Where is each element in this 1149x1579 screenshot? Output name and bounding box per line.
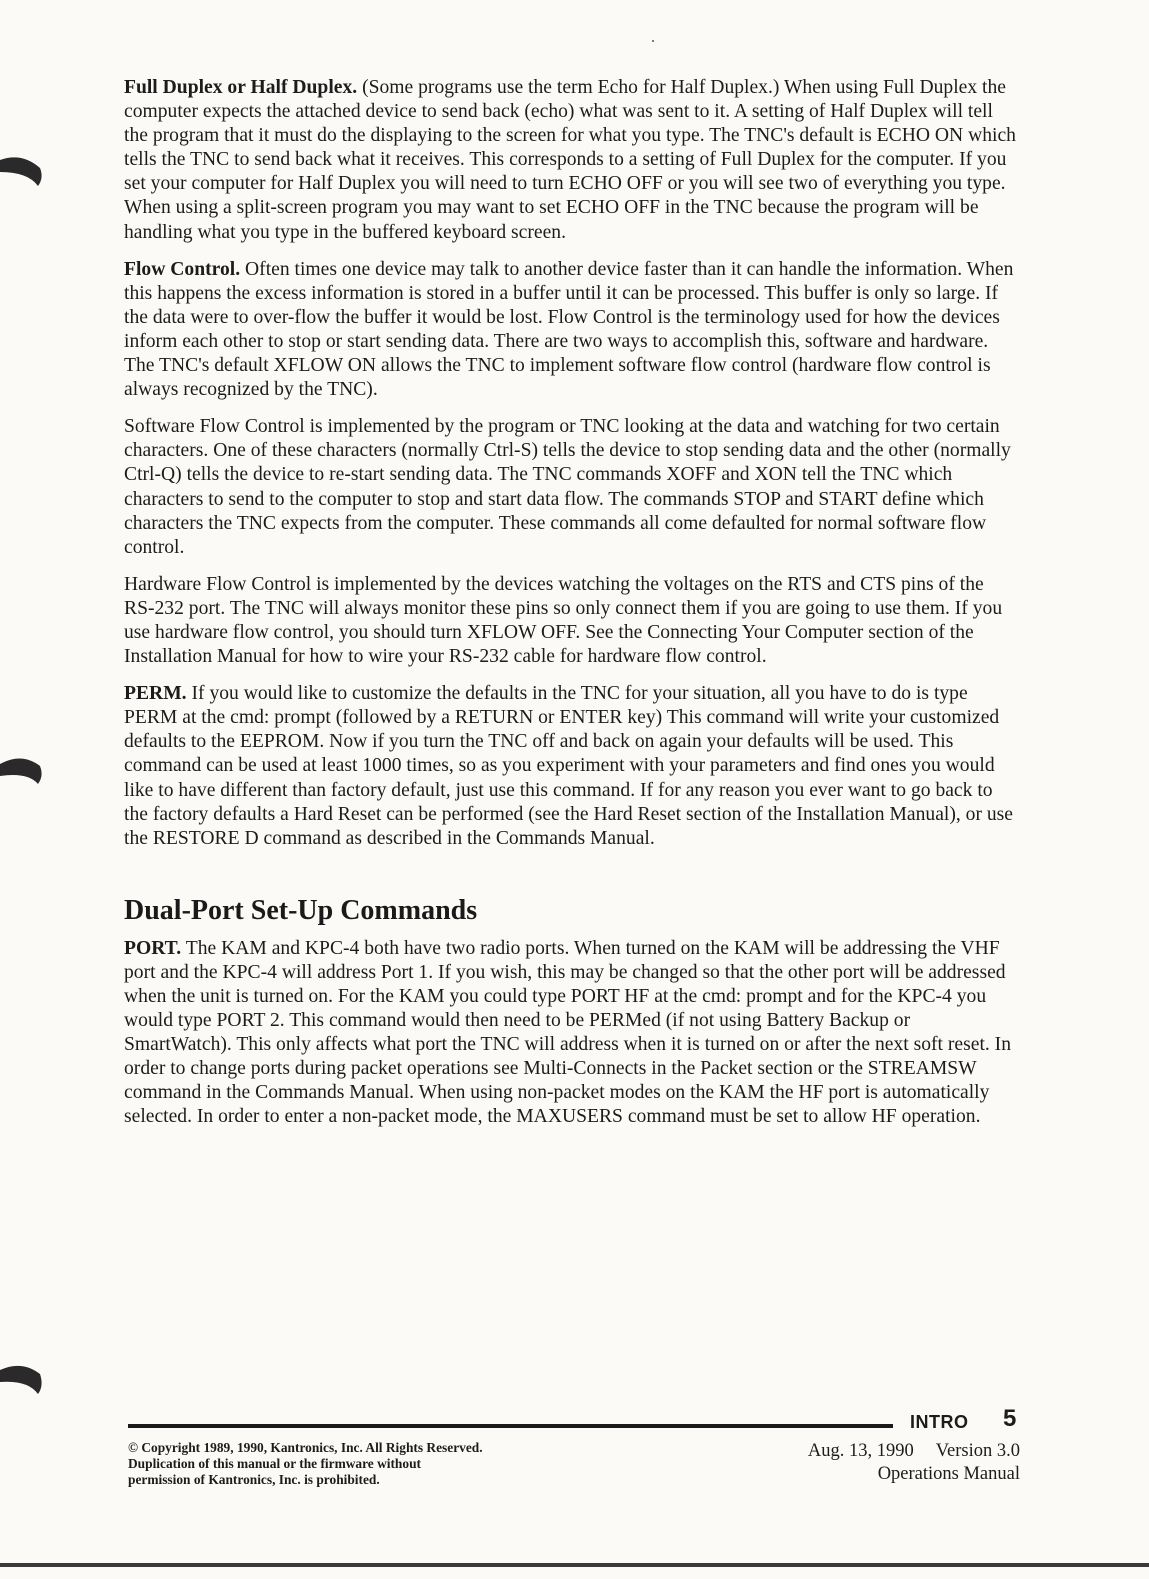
paragraph-hardware-flow <box>124 573 1016 669</box>
page-number: 5 <box>1003 1405 1017 1432</box>
binder-hole-icon <box>0 748 46 792</box>
binder-hole-icon <box>0 1358 46 1402</box>
footer-version-block <box>740 1440 1020 1486</box>
paragraph-text: Often times one device may talk to another device faster than it can handle the information. When this happens the excess information is stored in a buffer until it can be processed. This buffer is only so large. If the data were to over-flow the buffer it would be lost. Flow Control is the terminology used for how the devices inform each other to stop or start sending data. There are two ways to accomplish this, software and hardware. The TNC's default XFLOW ON allows the TNC to implement software flow control (hardware flow control is always recognized by the TNC). <box>124 258 1014 401</box>
copyright-notice <box>128 1440 608 1488</box>
paragraph-perm <box>124 682 1016 851</box>
page-body <box>124 76 1016 1143</box>
scan-speck <box>652 40 654 42</box>
paragraph-lead: PORT. <box>124 937 182 959</box>
paragraph-duplex <box>124 76 1016 245</box>
copyright-line: Duplication of this manual or the firmware without <box>128 1456 421 1471</box>
paragraph-text: The KAM and KPC-4 both have two radio ports. When turned on the KAM will be addressing the VHF port and the KPC-4 will address Port 1. If you wish, this may be changed so that the other port will be addressed when the unit is turned on. For the KAM you could type PORT HF at the cmd: prompt and for the KPC-4 you would type PORT 2. This command would then need to be PERMed (if not using Battery Backup or SmartWatch). This only affects what port the TNC will address when it is turned on or after the next soft reset. In order to change ports during packet operations see Multi-Connects in the Packet section or the STREAMSW command in the Commands Manual. When using non-packet modes on the KAM the HF port is automatically selected. In order to enter a non-packet mode, the MAXUSERS command must be set to allow HF operation. <box>124 937 1012 1128</box>
paragraph-lead: Full Duplex or Half Duplex. <box>124 77 358 98</box>
paragraph-lead: Flow Control. <box>124 258 241 280</box>
copyright-line: © Copyright 1989, 1990, Kantronics, Inc. All Rights Reserved. <box>128 1440 483 1455</box>
paragraph-flow-control <box>124 258 1016 403</box>
paragraph-text: Hardware Flow Control is implemented by the devices watching the voltages on the RTS and CTS pins of the RS-232 port. The TNC will always monitor these pins so only connect them if you are going to use them. If you use hardware flow control, you should turn XFLOW OFF. See the Connecting Your Computer section of the Installation Manual for how to wire your RS-232 cable for hardware flow control. <box>124 573 1003 668</box>
footer-manual-name: Operations Manual <box>877 1464 1020 1484</box>
scan-edge <box>0 1563 1149 1567</box>
paragraph-text: If you would like to customize the defaults in the TNC for your situation, all you have to do is type PERM at the cmd: prompt (followed by a RETURN or ENTER key) This command will write your customized defaults to the EEPROM. Now if you turn the TNC off and back on again your defaults will be used. This command can be used at least 1000 times, so as you experiment with your parameters and find ones you would like to have different than factory default, just use this command. If for any reason you ever want to go back to the factory defaults a Hard Reset can be performed (see the Hard Reset section of the Installation Manual), or use the RESTORE D command as described in the Commands Manual. <box>124 683 1013 849</box>
footer-date: Aug. 13, 1990 <box>807 1441 914 1461</box>
section-heading: Dual-Port Set-Up Commands <box>124 894 478 926</box>
paragraph-software-flow <box>124 415 1016 560</box>
footer-section-label: INTRO <box>910 1412 969 1432</box>
paragraph-text: Software Flow Control is implemented by the program or TNC looking at the data and watching for two certain characters. One of these characters (normally Ctrl-S) tells the device to stop sending data and the other (normally Ctrl-Q) tells the device to re-start sending data. The TNC commands XOFF and XON tell the TNC which characters to send to the computer to stop and start data flow. The commands STOP and START define which characters the TNC expects from the computer. These commands all come defaulted for normal software flow control. <box>124 416 1011 558</box>
binder-hole-icon <box>0 150 46 194</box>
paragraph-text: (Some programs use the term Echo for Half Duplex.) When using Full Duplex the computer expects the attached device to send back (echo) what was sent to it. A setting of Half Duplex will tell the program that it must do the displaying to the screen for what you type. The TNC's default is ECHO ON which tells the TNC to send back what it receives. This corresponds to a setting of Full Duplex for the computer. If you set your computer for Half Duplex you will need to turn ECHO OFF or you will see two of everything you type. When using a split-screen program you may want to set ECHO OFF in the TNC because the program will be handling what you type in the buffered keyboard screen. <box>124 77 1016 243</box>
date-version-line <box>740 1440 1020 1463</box>
footer-rule <box>128 1424 893 1428</box>
paragraph-lead: PERM. <box>124 683 187 705</box>
paragraph-port <box>124 937 1016 1130</box>
footer-version: Version 3.0 <box>935 1441 1020 1461</box>
copyright-line: permission of Kantronics, Inc. is prohibited. <box>128 1472 380 1487</box>
